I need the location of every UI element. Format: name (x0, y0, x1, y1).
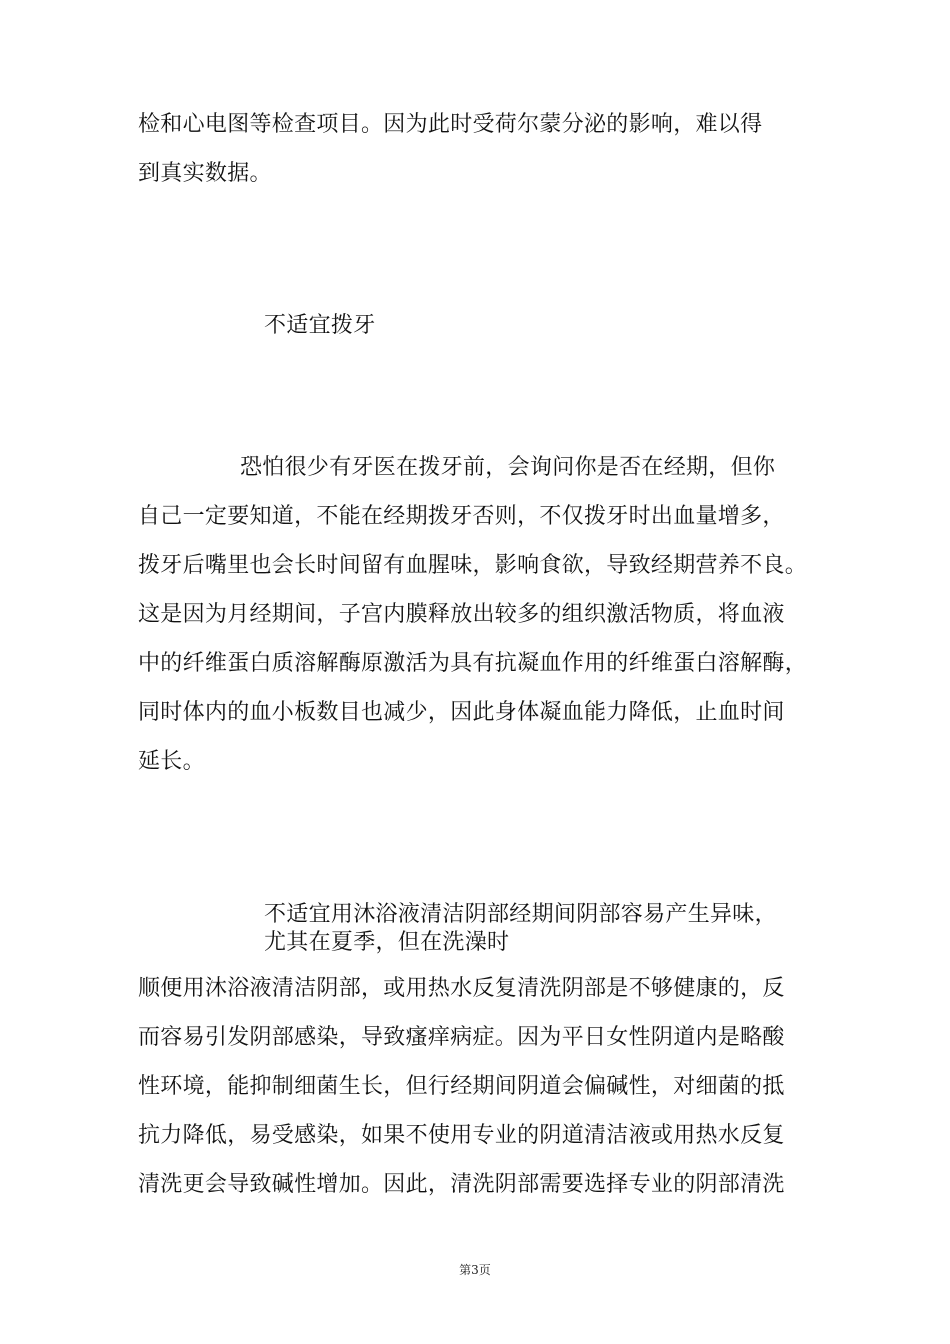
paragraph-line: 拨牙后嘴里也会长时间留有血腥味，影响食欲，导致经期营养不良。 (138, 553, 808, 578)
paragraph-line: 这是因为月经期间，子宫内膜释放出较多的组织激活物质，将血液 (138, 602, 785, 627)
section-heading-tooth-extraction: 不适宜拨牙 (264, 313, 376, 338)
section-heading-hygiene-line-2: 尤其在夏季，但在洗澡时 (264, 930, 510, 955)
paragraph-line: 恐怕很少有牙医在拨牙前，会询问你是否在经期，但你 (240, 455, 776, 480)
paragraph-line: 清洗更会导致碱性增加。因此，清洗阴部需要选择专业的阴部清洗 (138, 1172, 785, 1197)
paragraph-line: 性环境，能抑制细菌生长，但行经期间阴道会偏碱性，对细菌的抵 (138, 1074, 785, 1099)
paragraph-line: 顺便用沐浴液清洁阴部，或用热水反复清洗阴部是不够健康的，反 (138, 976, 785, 1001)
page-number: 第3页 (459, 1263, 491, 1277)
paragraph-line: 抗力降低，易受感染，如果不使用专业的阴道清洁液或用热水反复 (138, 1123, 785, 1148)
paragraph-line: 同时体内的血小板数目也减少，因此身体凝血能力降低，止血时间 (138, 700, 785, 725)
paragraph-line: 中的纤维蛋白质溶解酶原激活为具有抗凝血作用的纤维蛋白溶解酶， (138, 651, 808, 676)
section-heading-hygiene-line-1: 不适宜用沐浴液清洁阴部经期间阴部容易产生异味， (264, 902, 777, 927)
paragraph-line: 延长。 (138, 749, 205, 774)
paragraph-line: 自己一定要知道，不能在经期拨牙否则，不仅拨牙时出血量增多， (138, 504, 785, 529)
intro-line-2: 到真实数据。 (138, 161, 272, 186)
intro-line-1: 检和心电图等检查项目。因为此时受荷尔蒙分泌的影响，难以得 (138, 112, 763, 137)
paragraph-line: 而容易引发阴部感染，导致瘙痒病症。因为平日女性阴道内是略酸 (138, 1025, 785, 1050)
